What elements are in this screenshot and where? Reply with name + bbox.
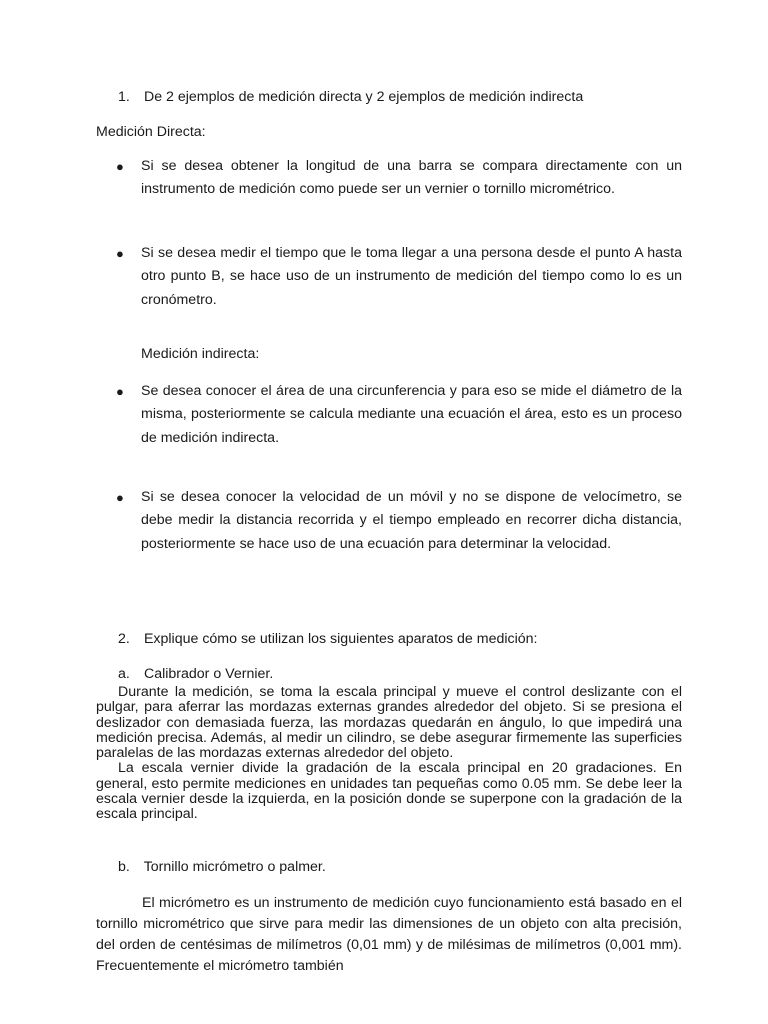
indirect-bullet-2-text: Si se desea conocer la velocidad de un móvil y no se dispone de velocímetro, se debe medir la distancia recorrida y el tiempo empleado en recorrer dicha distancia, posteriormente se hace uso de una ecuación para determinar la velocidad. <box>141 489 682 552</box>
question-2 <box>118 631 537 647</box>
item-a-title-text: Calibrador o Vernier. <box>143 666 274 682</box>
direct-bullet-1 <box>116 155 682 202</box>
item-a-paragraph-2: La escala vernier divide la gradación de la escala principal en 20 gradaciones. En general, esto permite mediciones en unidades tan pequeñas como 0.05 mm. Se debe leer la escala vernier desde la izquierda, en la posición donde se superpone con la gradación de la escala principal. <box>96 760 682 823</box>
item-a-label: a. <box>118 666 130 682</box>
direct-bullet-2 <box>116 242 682 312</box>
item-b-title-text: Tornillo micrómetro o palmer. <box>143 859 326 875</box>
item-a-title <box>118 666 273 682</box>
bullet-icon: ● <box>116 490 124 505</box>
item-b-label: b. <box>118 859 130 875</box>
item-b-body <box>96 893 682 977</box>
item-a-body <box>96 685 682 823</box>
bullet-icon: ● <box>116 246 124 261</box>
direct-bullet-2-text: Si se desea medir el tiempo que le toma llegar a una persona desde el punto A hasta otro punto B, se hace uso de un instrumento de medición del tiempo como lo es un cronómetro. <box>141 245 682 308</box>
bullet-icon: ● <box>116 384 124 399</box>
question-1 <box>118 89 583 105</box>
item-a-paragraph-1: Durante la medición, se toma la escala principal y mueve el control deslizante con el pulgar, para aferrar las mordazas externas grandes alrededor del objeto. Si se presiona el deslizador con demasiada fuerza, las mordazas quedarán en ángulo, lo que impedirá una medición precisa. Además, al medir un cilindro, se debe asegurar firmemente las superficies paralelas de las mordazas externas alrededor del objeto. <box>96 684 682 762</box>
question-1-text: De 2 ejemplos de medición directa y 2 ejemplos de medición indirecta <box>143 89 584 105</box>
question-2-number: 2. <box>118 631 130 647</box>
question-2-text: Explique cómo se utilizan los siguientes aparatos de medición: <box>143 631 538 647</box>
bullet-icon: ● <box>116 159 124 174</box>
item-b-title <box>118 859 326 875</box>
direct-bullet-1-text: Si se desea obtener la longitud de una barra se compara directamente con un instrumento de medición como puede ser un vernier o tornillo micrométrico. <box>141 158 682 198</box>
item-b-paragraph: El micrómetro es un instrumento de medición cuyo funcionamiento está basado en el tornillo micrométrico que sirve para medir las dimensiones de un objeto con alta precisión, del orden de centésimas de milímetros (0,01 mm) y de milésimas de milímetros (0,001 mm). Frecuentemente el micrómetro también <box>96 895 682 974</box>
indirect-bullet-1-text: Se desea conocer el área de una circunferencia y para eso se mide el diámetro de la misma, posteriormente se calcula mediante una ecuación el área, esto es un proceso de medición indirecta. <box>141 383 682 446</box>
indirect-bullet-1 <box>116 380 682 450</box>
question-1-number: 1. <box>118 89 130 105</box>
direct-heading: Medición Directa: <box>96 124 206 140</box>
indirect-bullet-2 <box>116 486 682 556</box>
indirect-heading: Medición indirecta: <box>141 346 260 362</box>
